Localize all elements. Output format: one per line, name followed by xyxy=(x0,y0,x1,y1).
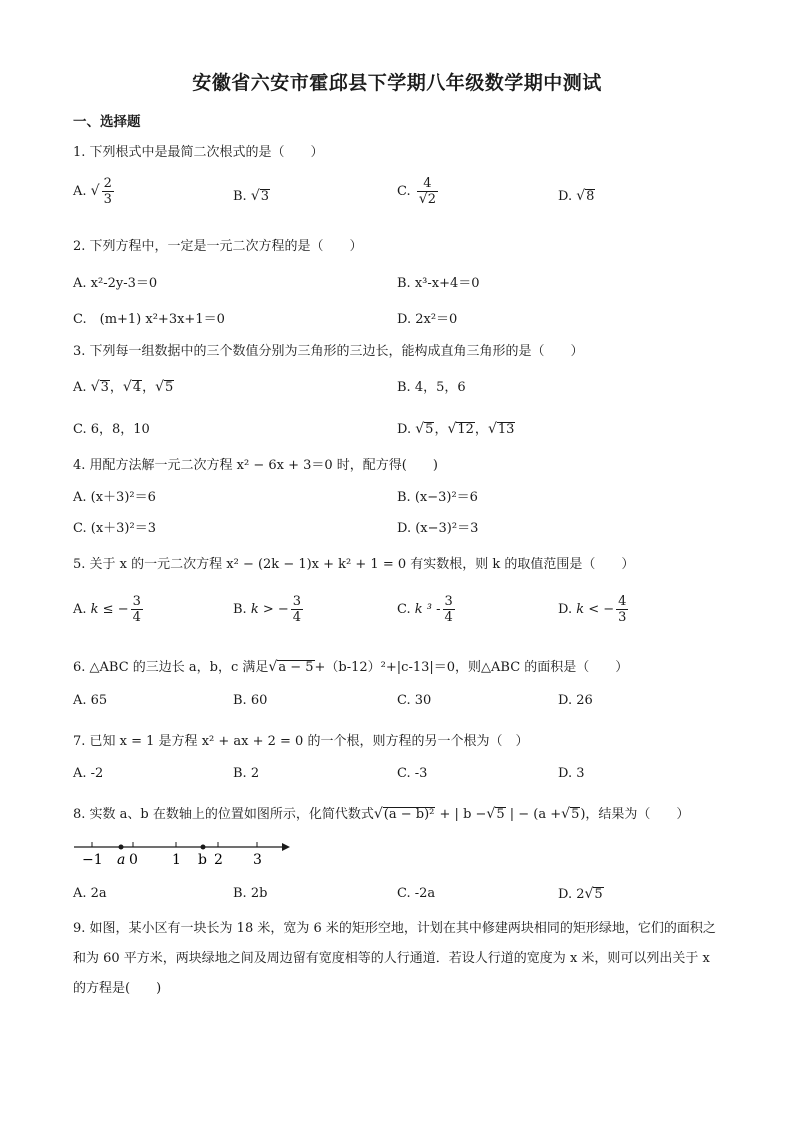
q8-stem-end: )，结果为（ ） xyxy=(580,807,690,822)
label-2: 2 xyxy=(214,852,223,868)
q1-b-radicand: 3 xyxy=(260,189,270,204)
q5-option-d-label: D. xyxy=(558,602,573,617)
question-8-stem: 8. 实数 a、b 在数轴上的位置如图所示，化简代数式√(a − b)² + | b −√5 | − (a +√5)，结果为（ ） xyxy=(73,806,690,822)
q8-option-b: B. 2b xyxy=(233,886,268,901)
q8-stem-mid: + | b − xyxy=(439,807,487,822)
q7-option-c: C. -3 xyxy=(397,766,428,781)
q1-option-a: A. √ $\frac{2}{3}$ xyxy=(73,176,112,207)
q3-option-b: B. 4，5，6 xyxy=(397,380,466,395)
question-1-stem: 1. 下列根式中是最简二次根式的是（ ） xyxy=(73,145,324,160)
q8-stem-part1: 8. 实数 a、b 在数轴上的位置如图所示，化简代数式 xyxy=(73,807,374,822)
q1-a-den: 3 xyxy=(103,192,112,207)
q8-radicand: (a − b)² xyxy=(383,807,435,822)
q5-option-b-label: B. xyxy=(233,602,247,617)
page-title: 安徽省六安市霍邱县下学期八年级数学期中测试 xyxy=(192,72,602,94)
q5-d-relation: k < − xyxy=(576,602,615,617)
q3-option-a: A. √3，√4，√5 xyxy=(73,379,174,395)
q6-option-a: A. 65 xyxy=(73,693,108,708)
label-0: 0 xyxy=(129,852,138,868)
q5-a-fraction xyxy=(131,594,143,625)
q5-d-num: 4 xyxy=(618,594,627,609)
q8-stem-tail: | − (a + xyxy=(509,807,562,822)
q1-c-den: 2 xyxy=(427,192,436,207)
q2-option-d: D. 2x²＝0 xyxy=(397,312,458,327)
q7-option-b: B. 2 xyxy=(233,766,260,781)
q5-option-c-label: C. xyxy=(397,602,411,617)
q5-b-relation: k > − xyxy=(250,602,289,617)
point-b xyxy=(201,845,206,850)
q1-option-b-label: B. xyxy=(233,189,247,204)
q1-d-radicand: 8 xyxy=(586,189,595,204)
q2-option-a: A. x²-2y-3＝0 xyxy=(73,276,158,291)
q6-option-c: C. 30 xyxy=(397,693,432,708)
q1-option-d-label: D. xyxy=(558,189,573,204)
q3-a-val1: 3 xyxy=(100,380,109,395)
q2-option-b: B. x³-x+4＝0 xyxy=(397,276,480,291)
q5-c-relation: k ³ - xyxy=(414,602,441,617)
q5-d-den: 3 xyxy=(618,610,627,625)
question-4-stem: 4. 用配方法解一元二次方程 x² − 6x + 3＝0 时，配方得( ) xyxy=(73,458,438,473)
q3-a-val3: 5 xyxy=(165,380,174,395)
q4-option-a: A. (x＋3)²＝6 xyxy=(73,490,156,505)
q5-b-fraction xyxy=(291,594,303,625)
q5-c-num: 3 xyxy=(444,594,453,609)
q1-option-c-label: C. xyxy=(397,184,411,199)
q8-option-d-label: D. 2 xyxy=(558,887,585,902)
q1-option-b: B. √3 xyxy=(233,188,270,204)
q5-option-d xyxy=(558,594,630,625)
q5-c-fraction xyxy=(443,594,455,625)
q3-d-val2: 12 xyxy=(457,422,474,437)
q5-option-a-label: A. xyxy=(73,602,87,617)
number-line xyxy=(70,832,290,868)
section-heading: 一、选择题 xyxy=(73,114,141,130)
q5-d-fraction xyxy=(616,594,628,625)
q5-option-a xyxy=(73,594,145,625)
label-3: 3 xyxy=(253,852,262,868)
q5-b-den: 4 xyxy=(292,610,302,625)
q3-d-val1: 5 xyxy=(425,422,434,437)
q3-option-a-label: A. xyxy=(73,380,87,395)
q3-d-val3: 13 xyxy=(497,422,515,437)
question-2-stem: 2. 下列方程中，一定是一元二次方程的是（ ） xyxy=(73,239,363,254)
q8-option-d: D. 2√5 xyxy=(558,886,603,902)
label-neg1: −1 xyxy=(82,852,103,868)
q6-stem-part2: +（b-12）²+|c-13|＝0，则△ABC 的面积是（ ） xyxy=(314,660,629,675)
question-9-stem: 9. 如图，某小区有一块长为 18 米，宽为 6 米的矩形空地，计划在其中修建两块相同的矩形绿地，它们的面积之和为 60 平方米，两块绿地之间及周边留有宽度相等的人行通道．若设人行道的宽度为 x 米，则可以列出关于 x 的方程是( ) xyxy=(73,921,716,996)
q1-option-c xyxy=(397,176,440,207)
label-a: a xyxy=(117,852,126,868)
label-b: b xyxy=(198,852,207,868)
question-6-stem: 6. △ABC 的三边长 a，b，c 满足√a − 5+（b-12）²+|c-13|＝0，则△ABC 的面积是（ ） xyxy=(73,659,629,675)
question-5-stem: 5. 关于 x 的一元二次方程 x² − (2k − 1)x + k² + 1 = 0 有实数根，则 k 的取值范围是（ ） xyxy=(73,557,635,572)
question-3-stem: 3. 下列每一组数据中的三个数值分别为三角形的三边长，能构成直角三角形的是（ ） xyxy=(73,344,584,359)
q6-stem-part1: 6. △ABC 的三边长 a，b，c 满足 xyxy=(73,660,269,675)
q4-option-b: B. (x−3)²＝6 xyxy=(397,490,478,505)
q8-option-c: C. -2a xyxy=(397,886,436,901)
q3-option-c: C. 6，8，10 xyxy=(73,422,150,437)
q8-radicand-2: 5 xyxy=(496,807,505,822)
label-1: 1 xyxy=(172,852,181,868)
q4-option-d: D. (x−3)²＝3 xyxy=(397,521,479,536)
q1-a-fraction xyxy=(102,176,114,207)
q5-a-relation: k ≤ − xyxy=(90,602,129,617)
q3-option-d-label: D. xyxy=(397,422,412,437)
q8-radicand-3: 5 xyxy=(571,807,580,822)
q5-a-den: 4 xyxy=(132,610,141,625)
q8-d-radicand: 5 xyxy=(594,887,603,902)
q1-option-a-label: A. xyxy=(73,184,87,199)
q5-option-c xyxy=(397,594,457,625)
q3-a-val2: 4 xyxy=(132,380,142,395)
q2-option-c: C. (m+1) x²+3x+1＝0 xyxy=(73,312,225,327)
q7-option-a: A. -2 xyxy=(73,766,104,781)
q5-c-den: 4 xyxy=(444,610,453,625)
q3-option-d: D. √5，√12，√13 xyxy=(397,421,515,437)
question-7-stem: 7. 已知 x = 1 是方程 x² + ax + 2 = 0 的一个根，则方程的另一个根为（ ） xyxy=(73,734,529,749)
q1-c-fraction: $\frac{4}{√2}$ xyxy=(418,176,436,207)
q7-option-d: D. 3 xyxy=(558,766,585,781)
q6-option-d: D. 26 xyxy=(558,693,593,708)
q6-radicand: a − 5 xyxy=(278,660,314,675)
q8-option-a: A. 2a xyxy=(73,886,107,901)
point-a xyxy=(119,845,124,850)
q5-b-num: 3 xyxy=(292,594,302,609)
q1-c-num: 4 xyxy=(417,176,438,192)
number-line-arrow xyxy=(282,843,290,851)
q1-a-num: 2 xyxy=(103,176,112,191)
q1-option-d: D. √8 xyxy=(558,188,595,204)
q5-option-b xyxy=(233,594,305,625)
q5-a-num: 3 xyxy=(132,594,141,609)
q6-option-b: B. 60 xyxy=(233,693,268,708)
q4-option-c: C. (x＋3)²＝3 xyxy=(73,521,156,536)
